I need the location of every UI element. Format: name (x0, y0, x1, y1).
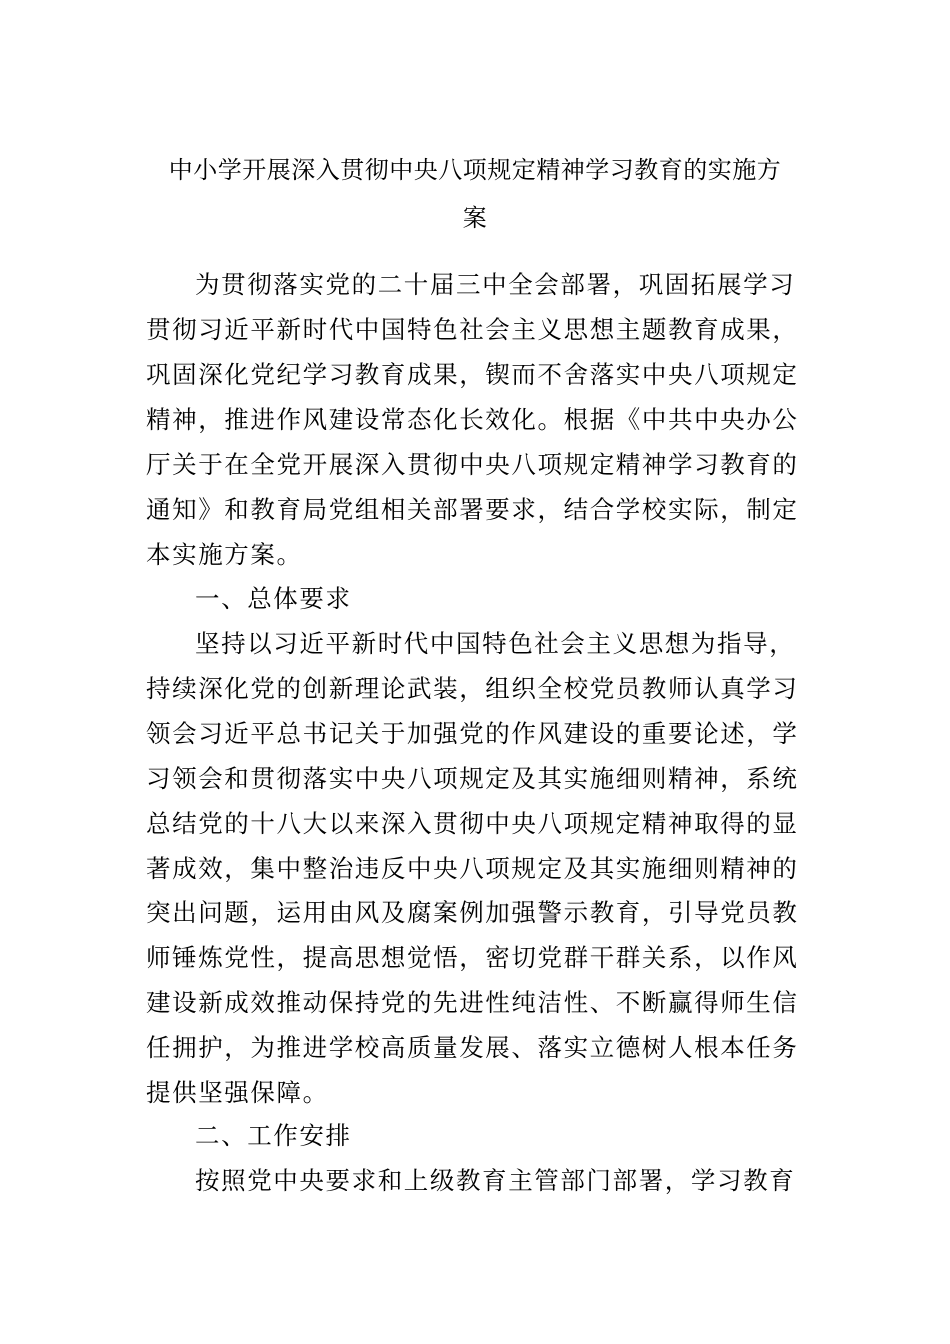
body-line: 建设新成效推动保持党的先进性纯洁性、不断赢得师生信 (146, 988, 799, 1017)
body-line: 突出问题，运用由风及腐案例加强警示教育，引导党员教 (146, 898, 799, 927)
body-line: 为贯彻落实党的二十届三中全会部署，巩固拓展学习 (195, 270, 796, 299)
body-line: 师锤炼党性，提高思想觉悟，密切党群干群关系，以作风 (146, 943, 799, 972)
section-heading-overall-requirements: 一、总体要求 (195, 584, 352, 613)
body-line: 按照党中央要求和上级教育主管部门部署，学习教育 (195, 1166, 796, 1195)
document-title-line-2: 案 (462, 204, 488, 232)
body-line: 习领会和贯彻落实中央八项规定及其实施细则精神，系统 (146, 764, 799, 793)
body-line: 任拥护，为推进学校高质量发展、落实立德树人根本任务 (146, 1033, 799, 1062)
body-line: 通知》和教育局党组相关部署要求，结合学校实际，制定 (146, 495, 799, 524)
section-heading-work-arrangement: 二、工作安排 (195, 1121, 352, 1150)
body-line: 总结党的十八大以来深入贯彻中央八项规定精神取得的显 (146, 809, 799, 838)
body-line: 贯彻习近平新时代中国特色社会主义思想主题教育成果， (146, 315, 799, 344)
body-line: 巩固深化党纪学习教育成果，锲而不舍落实中央八项规定 (146, 360, 799, 389)
body-line: 持续深化党的创新理论武装，组织全校党员教师认真学习 (146, 674, 799, 703)
body-line: 领会习近平总书记关于加强党的作风建设的重要论述，学 (146, 719, 799, 748)
body-line: 厅关于在全党开展深入贯彻中央八项规定精神学习教育的 (146, 450, 799, 479)
body-line: 著成效，集中整治违反中央八项规定及其实施细则精神的 (146, 854, 799, 883)
document-title-line-1: 中小学开展深入贯彻中央八项规定精神学习教育的实施方 (168, 156, 782, 184)
body-line: 坚持以习近平新时代中国特色社会主义思想为指导， (195, 629, 796, 658)
body-line: 精神，推进作风建设常态化长效化。根据《中共中央办公 (146, 405, 799, 434)
body-line: 提供坚强保障。 (146, 1078, 329, 1107)
body-line: 本实施方案。 (146, 540, 303, 569)
